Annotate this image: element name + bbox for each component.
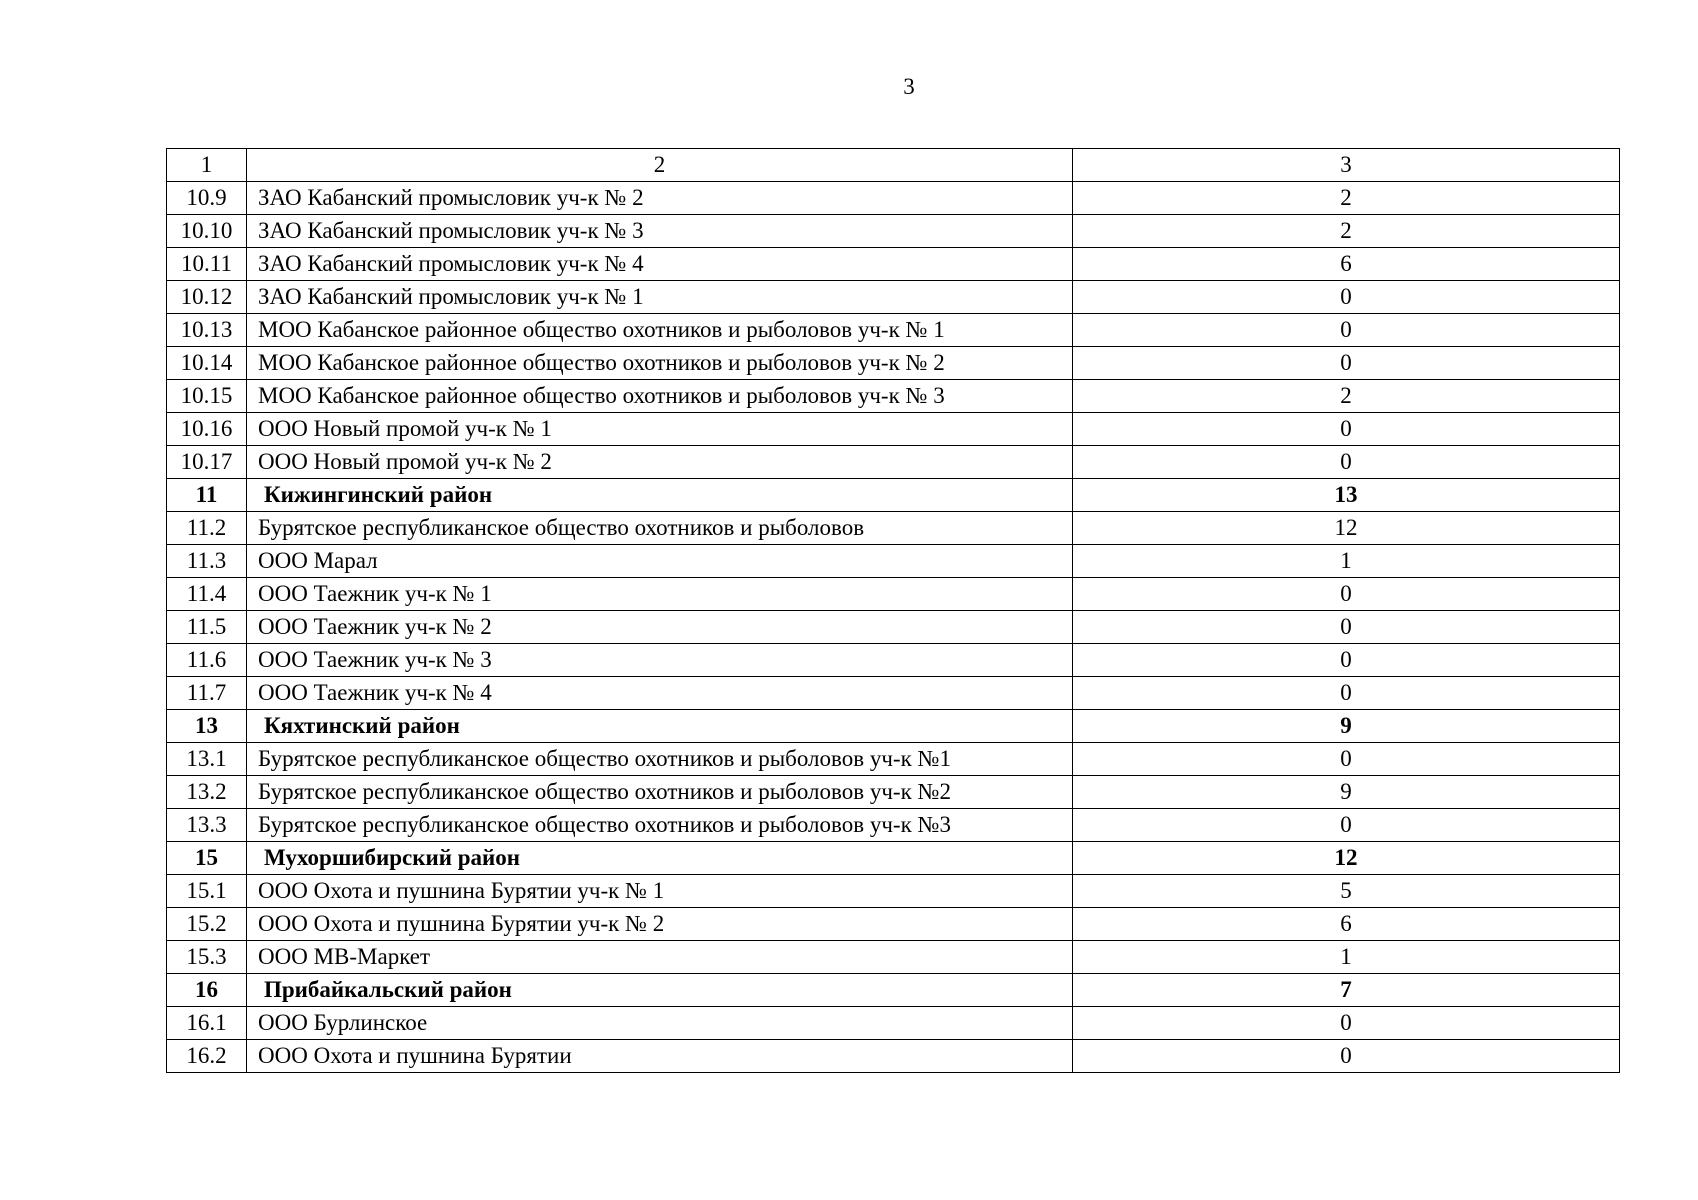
row-number-cell: 10.16 (167, 413, 247, 446)
row-value-cell: 0 (1073, 578, 1620, 611)
row-name-cell: ООО Бурлинское (247, 1007, 1073, 1040)
table-row (167, 413, 1620, 446)
row-name-cell: ООО Новый промой уч-к № 2 (247, 446, 1073, 479)
row-name-cell: Кяхтинский район (247, 710, 1073, 743)
column-number-2: 2 (247, 149, 1073, 182)
row-name-cell: ООО Охота и пушнина Бурятии уч-к № 2 (247, 908, 1073, 941)
row-number-cell: 11.3 (167, 545, 247, 578)
row-name-cell: ЗАО Кабанский промысловик уч-к № 1 (247, 281, 1073, 314)
table-row (167, 908, 1620, 941)
row-number-cell: 11.6 (167, 644, 247, 677)
row-value-cell: 13 (1073, 479, 1620, 512)
row-number-cell: 11.7 (167, 677, 247, 710)
row-number-cell: 13 (167, 710, 247, 743)
row-value-cell: 0 (1073, 1040, 1620, 1073)
row-number-cell: 10.9 (167, 182, 247, 215)
row-name-cell: ООО МВ-Маркет (247, 941, 1073, 974)
row-name-cell: ООО Новый промой уч-к № 1 (247, 413, 1073, 446)
row-name-cell: ЗАО Кабанский промысловик уч-к № 2 (247, 182, 1073, 215)
row-number-cell: 13.1 (167, 743, 247, 776)
table-row (167, 281, 1620, 314)
row-number-cell: 13.3 (167, 809, 247, 842)
row-number-cell: 15.1 (167, 875, 247, 908)
table-row (167, 545, 1620, 578)
row-number-cell: 11 (167, 479, 247, 512)
table-row (167, 1040, 1620, 1073)
row-name-cell: ООО Охота и пушнина Бурятии (247, 1040, 1073, 1073)
row-name-cell: ООО Марал (247, 545, 1073, 578)
table-row (167, 578, 1620, 611)
row-name-cell: ООО Охота и пушнина Бурятии уч-к № 1 (247, 875, 1073, 908)
table-row (167, 182, 1620, 215)
row-value-cell: 1 (1073, 545, 1620, 578)
row-number-cell: 15.2 (167, 908, 247, 941)
row-name-cell: Бурятское республиканское общество охотников и рыболовов уч-к №2 (247, 776, 1073, 809)
row-number-cell: 16.2 (167, 1040, 247, 1073)
row-name-cell: Мухоршибирский район (247, 842, 1073, 875)
row-value-cell: 0 (1073, 281, 1620, 314)
row-value-cell: 5 (1073, 875, 1620, 908)
table-row (167, 380, 1620, 413)
row-name-cell: ЗАО Кабанский промысловик уч-к № 4 (247, 248, 1073, 281)
table-row (167, 644, 1620, 677)
row-value-cell: 1 (1073, 941, 1620, 974)
row-name-cell: МОО Кабанское районное общество охотников и рыболовов уч-к № 3 (247, 380, 1073, 413)
row-value-cell: 6 (1073, 248, 1620, 281)
table-body (167, 149, 1620, 1073)
table-row (167, 611, 1620, 644)
row-name-cell: МОО Кабанское районное общество охотников и рыболовов уч-к № 1 (247, 314, 1073, 347)
row-value-cell: 0 (1073, 1007, 1620, 1040)
row-name-cell: МОО Кабанское районное общество охотников и рыболовов уч-к № 2 (247, 347, 1073, 380)
district-row (167, 710, 1620, 743)
column-number-3: 3 (1073, 149, 1620, 182)
district-row (167, 842, 1620, 875)
row-value-cell: 12 (1073, 512, 1620, 545)
row-value-cell: 9 (1073, 710, 1620, 743)
row-number-cell: 10.15 (167, 380, 247, 413)
table-row (167, 512, 1620, 545)
row-name-cell: Бурятское республиканское общество охотников и рыболовов уч-к №3 (247, 809, 1073, 842)
row-name-cell: Бурятское республиканское общество охотников и рыболовов (247, 512, 1073, 545)
table-row (167, 446, 1620, 479)
table-row (167, 1007, 1620, 1040)
district-row (167, 974, 1620, 1007)
row-name-cell: ООО Таежник уч-к № 2 (247, 611, 1073, 644)
row-number-cell: 10.17 (167, 446, 247, 479)
hunting-grounds-table (166, 148, 1620, 1073)
row-number-cell: 16.1 (167, 1007, 247, 1040)
row-value-cell: 7 (1073, 974, 1620, 1007)
table-row (167, 347, 1620, 380)
table-row (167, 215, 1620, 248)
row-value-cell: 0 (1073, 347, 1620, 380)
row-value-cell: 2 (1073, 182, 1620, 215)
table-row (167, 248, 1620, 281)
column-number-row (167, 149, 1620, 182)
row-name-cell: ООО Таежник уч-к № 4 (247, 677, 1073, 710)
row-value-cell: 0 (1073, 446, 1620, 479)
row-number-cell: 13.2 (167, 776, 247, 809)
row-value-cell: 0 (1073, 743, 1620, 776)
row-name-cell: ООО Таежник уч-к № 1 (247, 578, 1073, 611)
row-name-cell: Прибайкальский район (247, 974, 1073, 1007)
table-row (167, 314, 1620, 347)
row-value-cell: 12 (1073, 842, 1620, 875)
row-value-cell: 6 (1073, 908, 1620, 941)
row-value-cell: 0 (1073, 611, 1620, 644)
table-row (167, 677, 1620, 710)
row-name-cell: Бурятское республиканское общество охотников и рыболовов уч-к №1 (247, 743, 1073, 776)
row-number-cell: 10.14 (167, 347, 247, 380)
table-row (167, 743, 1620, 776)
row-number-cell: 10.13 (167, 314, 247, 347)
table-row (167, 941, 1620, 974)
column-number-1: 1 (167, 149, 247, 182)
row-value-cell: 9 (1073, 776, 1620, 809)
row-number-cell: 10.10 (167, 215, 247, 248)
table-row (167, 809, 1620, 842)
row-value-cell: 0 (1073, 413, 1620, 446)
row-value-cell: 0 (1073, 644, 1620, 677)
district-row (167, 479, 1620, 512)
row-number-cell: 11.4 (167, 578, 247, 611)
row-name-cell: ООО Таежник уч-к № 3 (247, 644, 1073, 677)
row-value-cell: 0 (1073, 809, 1620, 842)
page-number: 3 (903, 74, 915, 99)
row-number-cell: 10.11 (167, 248, 247, 281)
row-number-cell: 10.12 (167, 281, 247, 314)
row-number-cell: 16 (167, 974, 247, 1007)
row-name-cell: ЗАО Кабанский промысловик уч-к № 3 (247, 215, 1073, 248)
row-value-cell: 2 (1073, 380, 1620, 413)
row-value-cell: 0 (1073, 314, 1620, 347)
row-value-cell: 0 (1073, 677, 1620, 710)
table-row (167, 875, 1620, 908)
row-value-cell: 2 (1073, 215, 1620, 248)
row-number-cell: 11.2 (167, 512, 247, 545)
row-number-cell: 11.5 (167, 611, 247, 644)
row-number-cell: 15 (167, 842, 247, 875)
table-row (167, 776, 1620, 809)
row-number-cell: 15.3 (167, 941, 247, 974)
row-name-cell: Кижингинский район (247, 479, 1073, 512)
